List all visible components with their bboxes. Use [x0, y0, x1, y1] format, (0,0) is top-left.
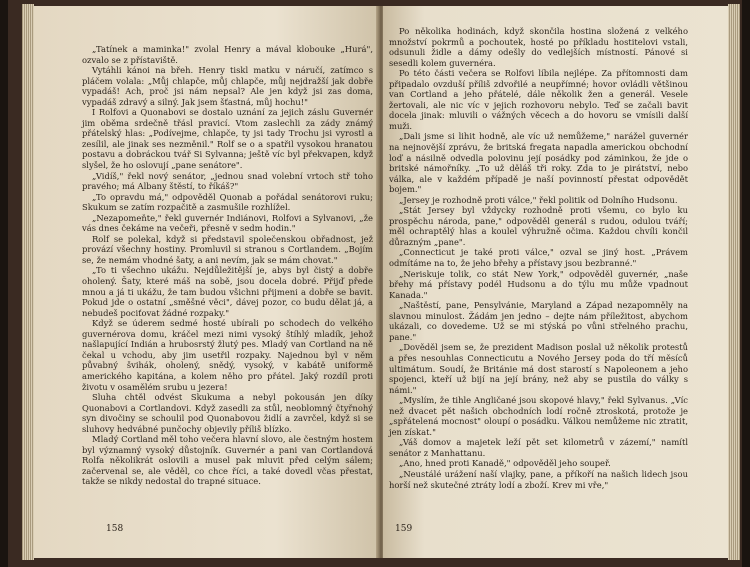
paragraph: I Rolfovi a Quonabovi se dostalo uznání za jejich záslu Guvernér jim oběma srdečně třásl pravicí. Vtom zaslechli za zády známý přátelský hlas: „Podívejme, chlapče, ty jsi tady Trochu jsi vyrostl a zesílil, ale jinak ses nezměnil." Rolf se o a spatřil vysokou hranatou postavu a dobráckou tvář Si Sylvanna; ještě víc byl překvapen, když slyšel, že ho oslovují „pane senátore".: [82, 107, 373, 171]
paragraph: „Naštěstí, pane, Pensylvánie, Maryland a Západ nezapomněly na slavnou minulost. Žádám jen jedno – dejte nám příležitost, abychom ukázali, co dovedeme. Už se mi stýská po vůni střelného prachu, pane.": [389, 300, 688, 342]
paragraph: „To opravdu má," odpověděl Quonab a pořádal senátorovi ruku; Skukum se zatím rozpačitě a zasmušile rozhlížel.: [82, 191, 373, 213]
paragraph: „Neriskuje tolik, co stát New York," odpověděl guvernér, „naše břehy má přístavy podél Hudsonu a do týlu mu může vpadnout Kanada.": [389, 268, 688, 300]
paragraph: „Stát Jersey byl vždycky rozhodně proti všemu, co bylo ku prospěchu národa, pane," odpověděl generál s rudou, odulou tváří; měl ochraptělý hlas a koulel výhružně očima. Každou chvíli končil důrazným „pane".: [389, 205, 688, 247]
paragraph: Sluha chtěl odvést Skukuma a nebyl pokousán jen díky Quonabovi a Cortlandovi. Když zasedli za stůl, neoblomný čtyřnohý syn divočiny se schoulil pod Quonabovou židlí a zavrčel, když si se sluhovy hedvábné punčochy objevily příliš blízko.: [82, 392, 373, 434]
page-edges-right: [728, 4, 740, 560]
page-number: 159: [395, 524, 413, 534]
right-page: [383, 6, 728, 558]
paragraph: Mladý Cortland měl toho večera hlavní slovo, ale čestným hostem byl významný vysoký důstojník. Guvernér a pani van Cortlandová Rolfa několikrát oslovili a musel pak mluvit před celým sálem; začervenal se, ale věděl, co chce říci, a také dovedl včas přestat, takže se nikdy nedostal do trapné situace.: [82, 434, 373, 487]
paragraph: „Myslím, že tihle Angličané jsou skopové hlavy," řekl Sylvanus. „Víc než dvacet pět našich obchodních lodí ročně ztroskotá, protože je „spřátelená mocnost" oloupí o posádku. Válkou nemůžeme nic ztratit, jen získat.": [389, 395, 688, 437]
paragraph: Po této části večera se Rolfovi líbila nejlépe. Za přítomnosti dam připadalo ovzduší příliš zdvořilé a neupřímné; hovor ovládli většinou van Cortland a jeho přátelé, dále několik žen a generál. Vesele žertovali, ale nic víc v jejich rozhovoru nebylo. Teď se začali bavit docela jinak: mluvili o vážných věcech a do hovoru se vmísili další muži.: [389, 68, 688, 131]
page-number: 158: [106, 524, 124, 534]
paragraph: „Vidíš," řekl nový senátor, „jednou snad volební vrtoch stř toho pravého; má Albany štěstí, to říkáš?": [82, 170, 373, 192]
open-book: [8, 0, 742, 567]
paragraph: „To ti všechno ukážu. Nejdůležitější je, abys byl čistý a dobře oholený. Šaty, které máš na sobě, jsou docela dobré. Přijď přede mnou a já ti ukážu, že tam budou všichni přijmeni a dobře se bavit. Pokud jde o ostatní „směšné věci", dávej pozor, co budu dělat já, a nebudeš pociťovat žádné rozpaky.": [82, 265, 373, 318]
paragraph: Rolf se polekal, když si představil společenskou obřadnost, jež provází všechny hostiny. Promluvil si stranou s Cortlandem. „Bojím se, že nemám vhodné šaty, a ani nevím, jak se mám chovat.": [82, 233, 373, 265]
paragraph: „Neustálé urážení naší vlajky, pane, a příkoří na našich lidech jsou horší než skutečné ztráty lodí a zboží. Krev mi vře,": [389, 468, 688, 490]
paragraph: „Connecticut je také proti válce," ozval se jiný host. „Právem odmítáme na to, že jeho břehy a přístavy jsou bezbranné.": [389, 247, 688, 269]
paragraph: „Ano, hned proti Kanadě," odpověděl jeho soupeř.: [399, 458, 611, 469]
paragraph: „Nezapomeňte," řekl guvernér Indiánovi, Rolfovi a Sylvanovi, „že vás dnes čekáme na večeři, přesně v sedm hodin.": [82, 212, 373, 234]
paragraph: Vytáhli kánoi na břeh. Henry tiskl matku v náručí, zatímco s pláčem volala: „Můj chlapče, můj chlapče, můj nejdražší jak dobře vypadáš! Ach, proč jsi nám nepsal? Ale jen když jsi zas doma, vypadáš zdravý a silný. Jak jsem šťastná, můj hochu!": [82, 65, 373, 107]
paragraph: „Váš domov a majetek leží pět set kilometrů v zázemí," namítl senátor z Manhattanu.: [389, 437, 688, 458]
paragraph: Po několika hodinách, když skončila hostina složená z velkého množství pokrmů a pochoutek, hosté po příkladu hostitelovi vstali, odsunuli židle a dámy odešly do vedlejších místností. Pánové si sesedli kolem guvernéra.: [389, 26, 688, 68]
paragraph: „Jersey je rozhodně proti válce," řekl politik od Dolního Hudsonu.: [399, 194, 678, 205]
page-edges-left: [22, 4, 34, 560]
left-page: [34, 6, 379, 558]
paragraph: „Dali jsme si lihit hodně, ale víc už nemůžeme," narážel guvernér na nejnovější zprávu, že britská fregata napadla americkou obchodní loď a násilně odvedla polovinu její posádky pod záminkou, že jde o britské námořníky. „To už děláš tři roky. Zda to je pirátství, nebo válka, ale v každém případě je naší povinností přestat odpovědět bojem.": [389, 131, 688, 195]
paragraph: „Tatínek a maminka!" zvolal Henry a mával klobouke „Hurá", ozvalo se z přístaviště.: [82, 44, 373, 65]
paragraph: Když se úderem sedmé hosté ubírali po schodech do velkého guvernérova domu, kráčel mezi nimi vysoký štíhlý mladík, jehož našlapující Indián a hrubosrstý žlutý pes. Mladý van Cortland na ně čekal u vchodu, aby jim usetřil rozpaky. Najednou byl v něm půvabný švihák, oholený, snědý, vysoký, v kabátě uniformě amerického kapitána, a kolem něho pro přátel. Jaký rozdíl proti životu v osamělém srubu u jezera!: [82, 318, 373, 392]
paragraph: „Dověděl jsem se, že prezident Madison poslal už několik protestů a přes nesouhlas Connecticutu a Nového Jersey poda do tří měsíců ultimátum. Soudí, že Británie má dost starostí s Napoleonem a jeho spojenci, kteří už bijí na její brány, než aby se pustila do války s námi.": [389, 342, 688, 395]
